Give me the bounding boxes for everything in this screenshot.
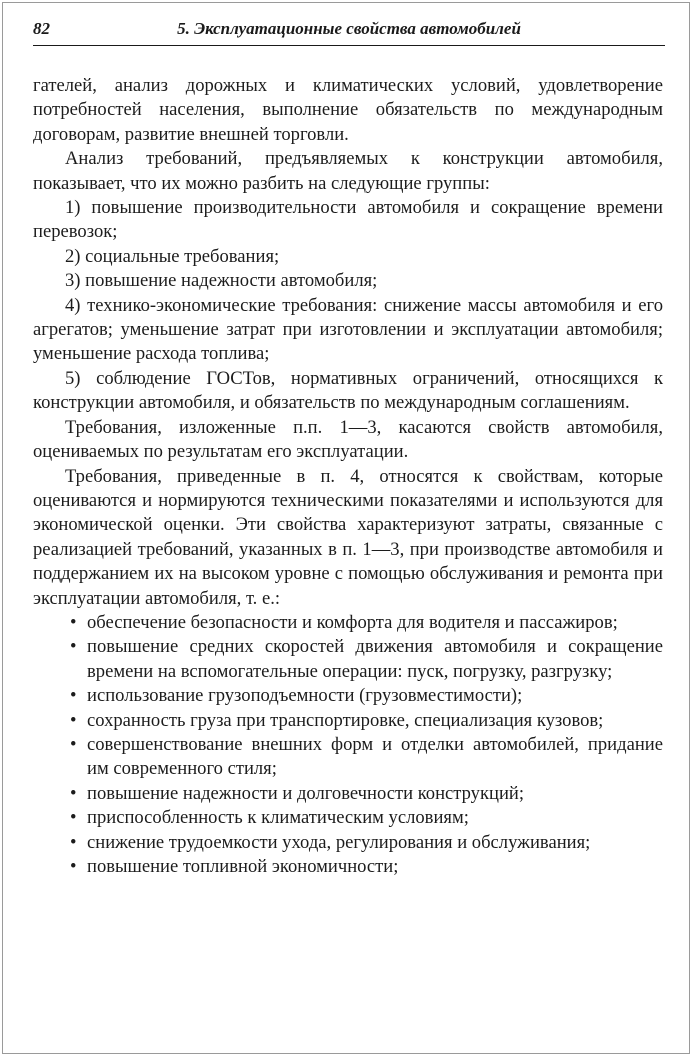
list-item [33, 831, 663, 855]
list-item-text: сохранность груза при транспортировке, специализация кузовов; [87, 709, 604, 731]
list-item [33, 806, 663, 830]
bullet-icon: • [70, 733, 77, 755]
list-item [33, 611, 663, 635]
bullet-icon: • [70, 782, 77, 804]
paragraph-item-4: Требования, приведенные в п. 4, относятся к свойствам, которые оцениваются и нормируются техническими показателями и используются для экономической оценки. Эти свойства характеризуют затраты, связанные с реализацией требований, указанных в п. 1—3, при производстве автомобиля и поддержанием их на высоком уровне с помощью обслуживания и ремонта при эксплуатации автомобиля, т. е.: [33, 465, 663, 609]
list-item [33, 684, 663, 708]
group-item: 1) повышение производительности автомобиля и сокращение времени перевозок; [33, 197, 663, 243]
bullet-icon: • [70, 611, 77, 633]
body-text [33, 74, 663, 879]
list-item [33, 855, 663, 879]
bullet-icon: • [70, 636, 77, 658]
list-item-text: повышение надежности и долговечности конструкций; [87, 782, 525, 804]
list-item-text: совершенствование внешних форм и отделки автомобилей, придание им современного стиля; [87, 733, 663, 780]
bullet-icon: • [70, 685, 77, 707]
bullet-list [33, 611, 663, 879]
list-item [33, 782, 663, 806]
list-item [33, 635, 663, 684]
running-header [33, 17, 665, 46]
group-item: 5) соблюдение ГОСТов, нормативных ограничений, относящихся к конструкции автомобиля, и обязательств по международным соглашениям. [33, 367, 663, 414]
list-item [33, 709, 663, 733]
list-item-text: снижение трудоемкости ухода, регулирования и обслуживания; [87, 831, 591, 853]
paragraph-continuation: гателей, анализ дорожных и климатических условий, удовлетворение потребностей населения, выполнение обязательств по международным договорам, развитие внешней торговли. [33, 75, 663, 145]
bullet-icon: • [70, 831, 77, 853]
paragraph-requirements-analysis: Анализ требований, предъявляемых к конструкции автомобиля, показывает, что их можно разбить на следующие группы: [33, 148, 663, 194]
bullet-icon: • [70, 856, 77, 877]
group-item: 4) технико-экономические требования: снижение массы автомобиля и его агрегатов; уменьшение затрат при изготовлении и эксплуатации автомобиля; уменьшение расхода топлива; [33, 294, 663, 365]
list-item-text: приспособленность к климатическим условиям; [87, 807, 469, 829]
group-item: 3) повышение надежности автомобиля; [65, 270, 378, 292]
list-item-text: повышение топливной экономичности; [87, 856, 399, 877]
page-number: 82 [33, 19, 50, 38]
list-item [33, 733, 663, 782]
paragraph-items-1-3: Требования, изложенные п.п. 1—3, касаются свойств автомобиля, оцениваемых по результатам его эксплуатации. [33, 416, 663, 463]
list-item-text: повышение средних скоростей движения автомобиля и сокращение времени на вспомогательные операции: пуск, погрузку, разгрузку; [87, 636, 663, 682]
book-page [2, 2, 690, 1054]
list-item-text: обеспечение безопасности и комфорта для водителя и пассажиров; [87, 611, 618, 633]
chapter-title: 5. Эксплуатационные свойства автомобилей [177, 19, 521, 38]
list-item-text: использование грузоподъемности (грузовместимости); [87, 685, 523, 707]
bullet-icon: • [70, 807, 77, 829]
bullet-icon: • [70, 709, 77, 731]
group-item: 2) социальные требования; [65, 245, 280, 267]
